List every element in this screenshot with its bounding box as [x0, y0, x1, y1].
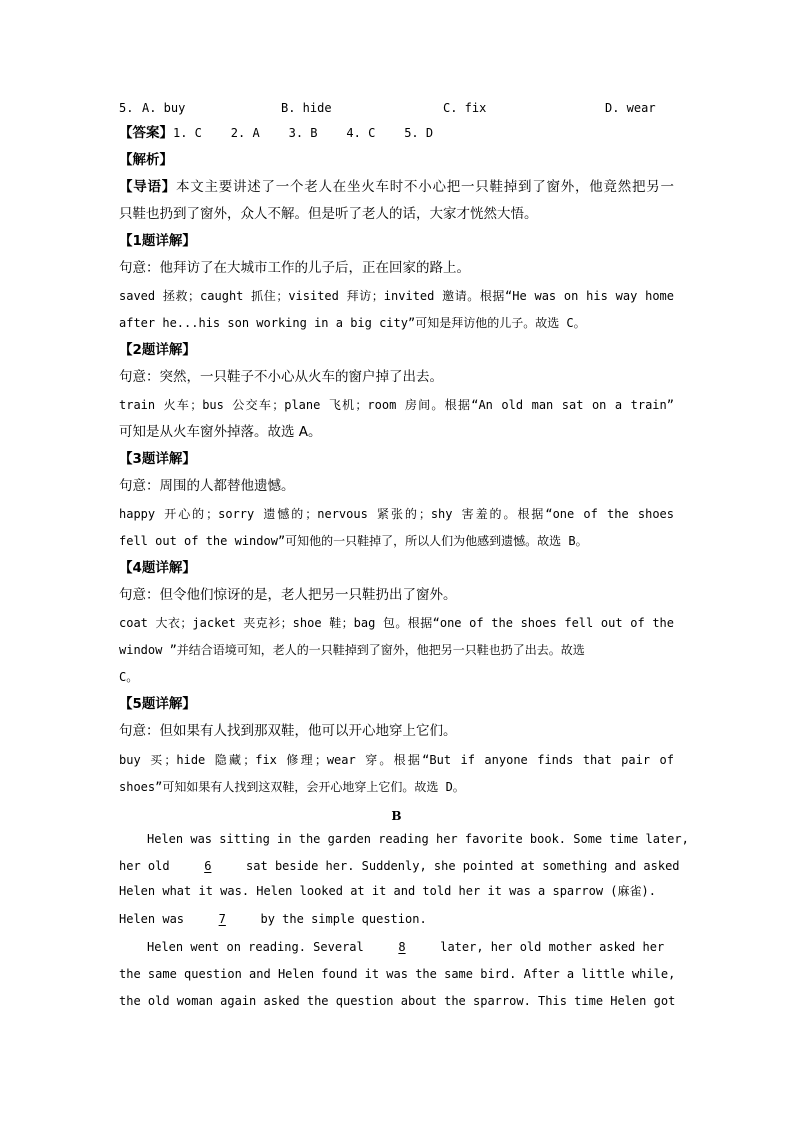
detail-3-meaning: 句意：周围的人都替他遗憾。	[119, 478, 295, 494]
detail-5-line-1: buy 买；hide 隐藏；fix 修理；wear 穿。根据“But if anyone finds that pair of	[119, 753, 674, 767]
detail-5-title: 【5题详解】	[119, 696, 196, 712]
question-number: 5.	[119, 101, 134, 115]
detail-2-title: 【2题详解】	[119, 342, 196, 358]
analysis-header: 【解析】	[119, 152, 173, 168]
detail-2-line-2: 可知是从火车窗外掉落。故选 A。	[119, 424, 322, 440]
detail-3-title: 【3题详解】	[119, 451, 196, 467]
option-a: A. buy	[142, 101, 186, 115]
passage-p2-line-1	[147, 938, 674, 956]
passage-p2-line-2: the same question and Helen found it was the same bird. After a little while,	[119, 967, 676, 981]
detail-3-line-2: fell out of the window”可知他的一只鞋掉了，所以人们为他感到遗憾。故选 B。	[119, 534, 588, 548]
option-c: C. fix	[443, 101, 487, 115]
option-d: D. wear	[605, 101, 656, 115]
intro-line-2: 只鞋也扔到了窗外，众人不解。但是听了老人的话，大家才恍然大悟。	[119, 206, 538, 222]
detail-4-title: 【4题详解】	[119, 560, 196, 576]
passage-text: Helen was	[119, 912, 185, 926]
detail-1-title: 【1题详解】	[119, 233, 196, 249]
answer-text: 1. C 2. A 3. B 4. C 5. D	[173, 126, 434, 140]
detail-3-line-1: happy 开心的；sorry 遗憾的；nervous 紧张的；shy 害羞的。根据“one of the shoes	[119, 507, 674, 521]
passage-p1-line-4	[119, 910, 674, 928]
blank-6: 6	[204, 859, 212, 873]
passage-p1-line-2	[119, 857, 680, 875]
passage-text: her old	[119, 859, 170, 873]
intro-line-1	[119, 178, 674, 196]
answer-line	[119, 124, 674, 143]
passage-text: by the simple question.	[260, 912, 427, 926]
detail-1-line-1: saved 拯救；caught 抓住；visited 拜访；invited 邀请。根据“He was on his way home	[119, 289, 674, 303]
option-b: B. hide	[281, 101, 332, 115]
detail-5-line-2: shoes”可知如果有人找到这双鞋，会开心地穿上它们。故选 D。	[119, 780, 465, 794]
passage-p2-line-3: the old woman again asked the question about the sparrow. This time Helen got	[119, 994, 676, 1008]
section-b-title: B	[391, 809, 402, 823]
answer-label: 【答案】	[119, 125, 173, 141]
detail-1-meaning: 句意：他拜访了在大城市工作的儿子后，正在回家的路上。	[119, 260, 470, 276]
detail-4-meaning: 句意：但令他们惊讶的是，老人把另一只鞋扔出了窗外。	[119, 587, 457, 603]
intro-text-1: 本文主要讲述了一个老人在坐火车时不小心把一只鞋掉到了窗外，他竟然把另一	[176, 179, 674, 195]
passage-p1-line-3: Helen what it was. Helen looked at it and told her it was a sparrow (麻雀).	[119, 884, 656, 898]
detail-5-meaning: 句意：但如果有人找到那双鞋，他可以开心地穿上它们。	[119, 723, 457, 739]
detail-2-meaning: 句意：突然，一只鞋子不小心从火车的窗户掉了出去。	[119, 369, 443, 385]
detail-2-line-1: train 火车；bus 公交车；plane 飞机；room 房间。根据“An old man sat on a train”	[119, 398, 674, 412]
passage-text: later, her old mother asked her	[440, 940, 665, 954]
passage-text: sat beside her. Suddenly, she pointed at something and asked	[246, 859, 680, 873]
blank-8: 8	[398, 940, 406, 954]
blank-7: 7	[218, 912, 226, 926]
detail-1-line-2: after he...his son working in a big city”可知是拜访他的儿子。故选 C。	[119, 316, 586, 330]
detail-4-line-2: window ”并结合语境可知，老人的一只鞋掉到了窗外，他把另一只鞋也扔了出去。故选	[119, 643, 585, 657]
passage-text: Helen went on reading. Several	[147, 940, 364, 954]
detail-4-line-3: C。	[119, 670, 139, 684]
intro-label: 【导语】	[119, 179, 176, 195]
passage-p1-line-1: Helen was sitting in the garden reading her favorite book. Some time later,	[147, 832, 689, 846]
detail-4-line-1: coat 大衣；jacket 夹克衫；shoe 鞋；bag 包。根据“one of the shoes fell out of the	[119, 616, 674, 630]
